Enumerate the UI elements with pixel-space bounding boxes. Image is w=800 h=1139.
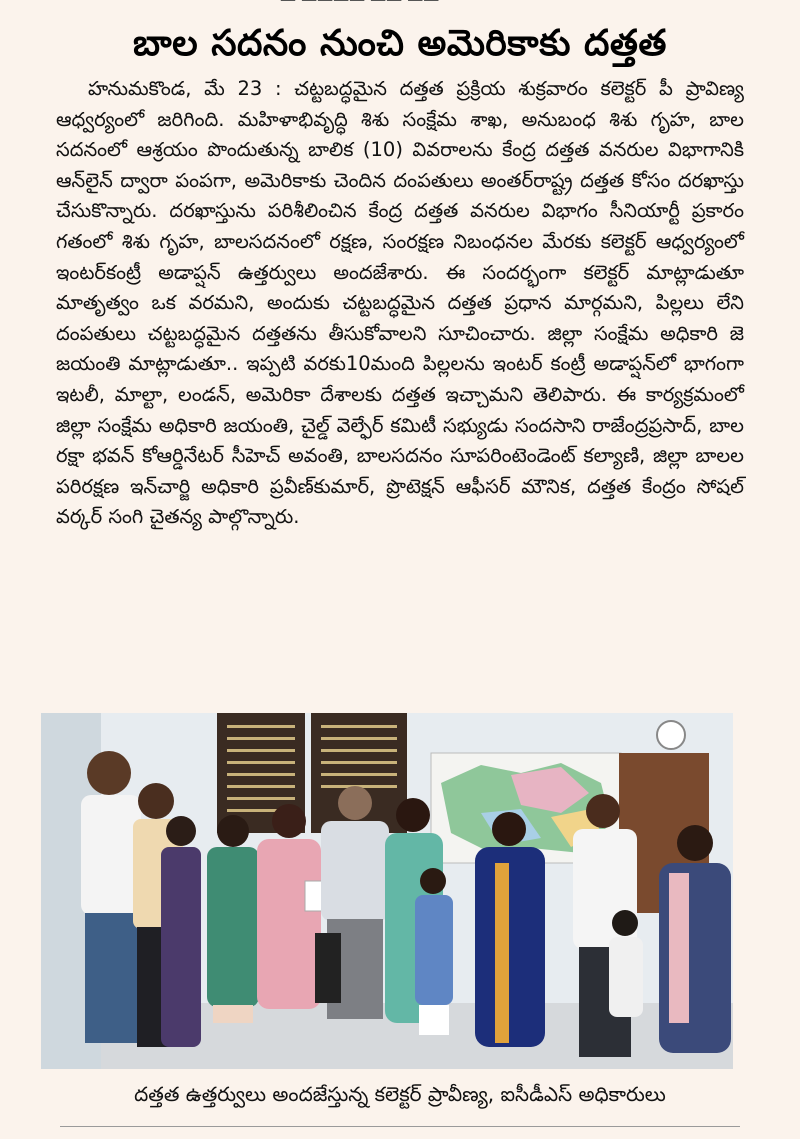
photo-illustration	[41, 713, 733, 1069]
wall-clock	[657, 721, 685, 749]
news-photo	[41, 713, 733, 1069]
clipped-previous-headline	[0, 0, 800, 8]
photo-caption: దత్తత ఉత్తర్వులు అందజేస్తున్న కలెక్టర్ ప్రావీణ్య, ఐసీడీఎస్ అధికారులు	[134, 1082, 666, 1106]
article-body: హనుమకొండ, మే 23 : చట్టబద్ధమైన దత్తత ప్రక్రియ శుక్రవారం కలెక్టర్ పీ ప్రావిణ్య ఆధ్వర్యంలో జరిగింది. మహిళాభివృద్ధి శిశు సంక్షేమ శాఖ, అనుబంధ శిశు గృహ, బాల సదనంలో ఆశ్రయం పొందుతున్న బాలిక (10) వివరాలను కేంద్ర దత్తత వనరుల విభాగానికి ఆన్‌లైన్ ద్వారా పంపగా, అమెరికాకు చెందిన దంపతులు అంతర్‌రాష్ట్ర దత్తత కోసం దరఖాస్తు చేసుకొన్నారు. దరఖాస్తును పరిశీలించిన కేంద్ర దత్తత వనరుల విభాగం సీనియార్టీ ప్రకారం గతంలో శిశు గృహ, బాలసదనంలో రక్షణ, సంరక్షణ నిబంధనల మేరకు కలెక్టర్ ఆధ్వర్యంలో ఇంటర్‌కంట్రీ అడాప్షన్ ఉత్తర్వులు అందజేశారు. ఈ సందర్భంగా కలెక్టర్ మాట్లాడుతూ మాతృత్వం ఒక వరమని, అందుకు చట్టబద్ధమైన దత్తత ప్రధాన మార్గమని, పిల్లలు లేని దంపతులు చట్టబద్ధమైన దత్తతను తీసుకోవాలని సూచించారు. జిల్లా సంక్షేమ అధికారి జె జయంతి మాట్లాడుతూ.. ఇప్పటి వరకు10మంది పిల్లలను ఇంటర్ కంట్రీ అడాప్షన్‌లో భాగంగా ఇటలీ, మాల్టా, లండన్, అమెరికా దేశాలకు దత్తత ఇచ్చామని తెలిపారు. ఈ కార్యక్రమంలో జిల్లా సంక్షేమ అధికారి జయంతి, చైల్డ్ వెల్ఫేర్ కమిటీ సభ్యుడు సందసాని రాజేంద్రప్రసాద్, బాల రక్షా భవన్ కోఆర్డినేటర్ సీహెచ్ అవంతి, బాలసదనం సూపరింటెండెంట్ కల్యాణి, జిల్లా బాలల పరిరక్షణ ఇన్‌చార్జి అధికారి ప్రవీణ్‌కుమార్, ప్రొటెక్షన్ ఆఫీసర్ మౌనిక, దత్తత కేంద్రం సోషల్ వర్కర్ సంగి చైతన్య పాల్గొన్నారు.	[56, 77, 744, 529]
headline: బాల సదనం నుంచి అమెరికాకు దత్తత	[133, 23, 667, 64]
bottom-divider	[60, 1126, 740, 1127]
backpack	[315, 933, 341, 1003]
person-3	[161, 816, 201, 1047]
honor-board	[217, 713, 407, 833]
